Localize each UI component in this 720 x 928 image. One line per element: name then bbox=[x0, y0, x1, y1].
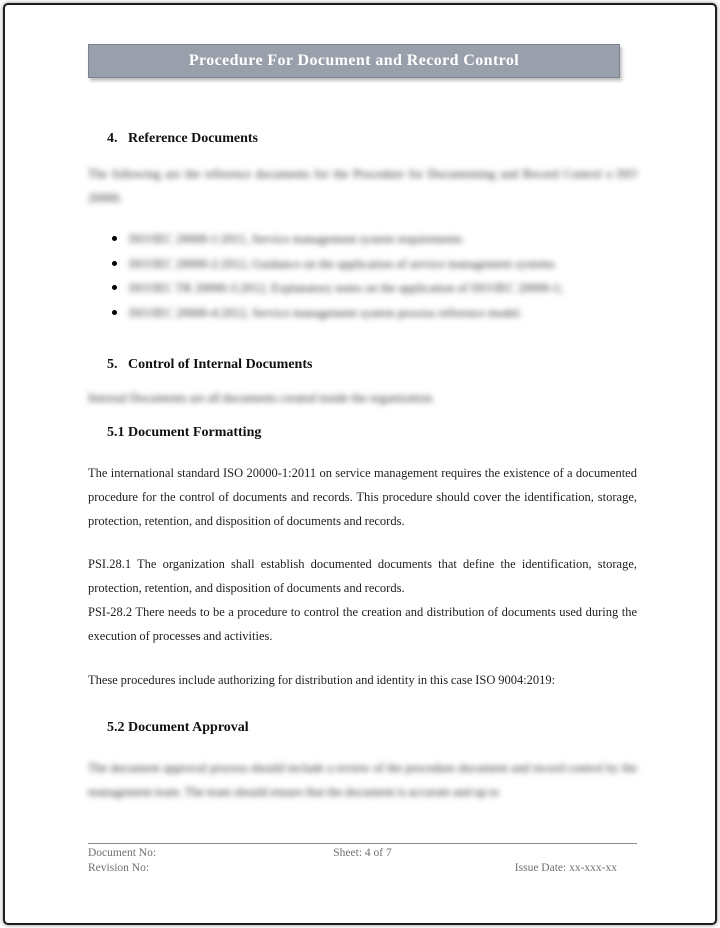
section-5-1-heading bbox=[88, 423, 637, 443]
paragraph-iso-standard: The international standard ISO 20000-1:2011 on service management requires the existence of a documented procedure for the control of documents and records. This procedure should cover the identification, storage, protection, retention, and disposition of documents and records. bbox=[88, 466, 637, 528]
footer-spacer bbox=[454, 846, 637, 861]
reference-item-blurred: ISO/IEC TR 20000-3:2012, Explanatory notes on the application of ISO/IEC 20000-1; bbox=[129, 281, 564, 295]
section-5-2-heading bbox=[88, 718, 637, 738]
paragraph-psi-28-2: PSI-28.2 There needs to be a procedure to control the creation and distribution of documents used during the execution of processes and activities. bbox=[88, 605, 637, 643]
title-banner bbox=[88, 44, 620, 78]
footer-grid bbox=[88, 846, 637, 876]
reference-bullet-list bbox=[88, 228, 637, 326]
document-title: Procedure For Document and Record Control bbox=[188, 52, 520, 69]
section-5-2-title: 5.2 Document Approval bbox=[107, 720, 249, 735]
paragraph-procedures-note: These procedures include authorizing for distribution and identity in this case ISO 9004:2019: bbox=[88, 673, 556, 687]
bullet-icon bbox=[112, 310, 117, 315]
list-item bbox=[88, 253, 637, 278]
footer-issue-date: Issue Date: xx-xxx-xx bbox=[514, 862, 617, 874]
section-5-1-title: 5.1 Document Formatting bbox=[107, 425, 262, 440]
reference-item-blurred: ISO/IEC 20000-2:2012, Guidance on the application of service management systems bbox=[129, 256, 555, 271]
footer-divider bbox=[88, 843, 637, 844]
section-4-title: Reference Documents bbox=[128, 131, 258, 146]
list-item bbox=[88, 228, 637, 253]
list-item bbox=[88, 302, 637, 327]
bullet-icon bbox=[112, 285, 117, 290]
bullet-icon bbox=[112, 261, 117, 266]
footer-document-no-label: Document No: bbox=[88, 847, 157, 859]
section-4-intro-blurred: The following are the reference documents for the Procedure for Documenting and Record Control o ISO 20000. bbox=[88, 167, 637, 205]
section-5-title: Control of Internal Documents bbox=[128, 357, 313, 372]
footer-sheet-number: Sheet: 4 of 7 bbox=[333, 847, 392, 859]
section-4-heading bbox=[88, 129, 637, 149]
reference-item-blurred: ISO/IEC 20000-1:2011, Service management system requirements bbox=[129, 232, 463, 246]
document-page bbox=[3, 3, 717, 925]
section-5-intro-blurred: Internal Documents are all documents created inside the organization. bbox=[88, 391, 435, 405]
footer-revision-no-label: Revision No: bbox=[88, 862, 150, 874]
list-item bbox=[88, 277, 637, 302]
reference-item-blurred: ISO/IEC 20000-4:2012, Service management system process reference model. bbox=[129, 305, 523, 320]
section-5-2-intro-blurred: The document approval process should include a review of the procedure document and record control by the management team. The team should ensure that the document is accurate and up to bbox=[88, 761, 637, 799]
section-5-number: 5. bbox=[107, 357, 118, 372]
footer-spacer bbox=[271, 861, 454, 876]
paragraph-psi-28-1: PSI.28.1 The organization shall establish documented documents that define the identification, storage, protection, retention, and disposition of documents and records. bbox=[88, 557, 637, 595]
section-4-number: 4. bbox=[107, 131, 118, 146]
bullet-icon bbox=[112, 236, 117, 241]
page-footer bbox=[88, 843, 637, 876]
page-content bbox=[5, 129, 715, 804]
section-5-heading bbox=[88, 355, 637, 375]
